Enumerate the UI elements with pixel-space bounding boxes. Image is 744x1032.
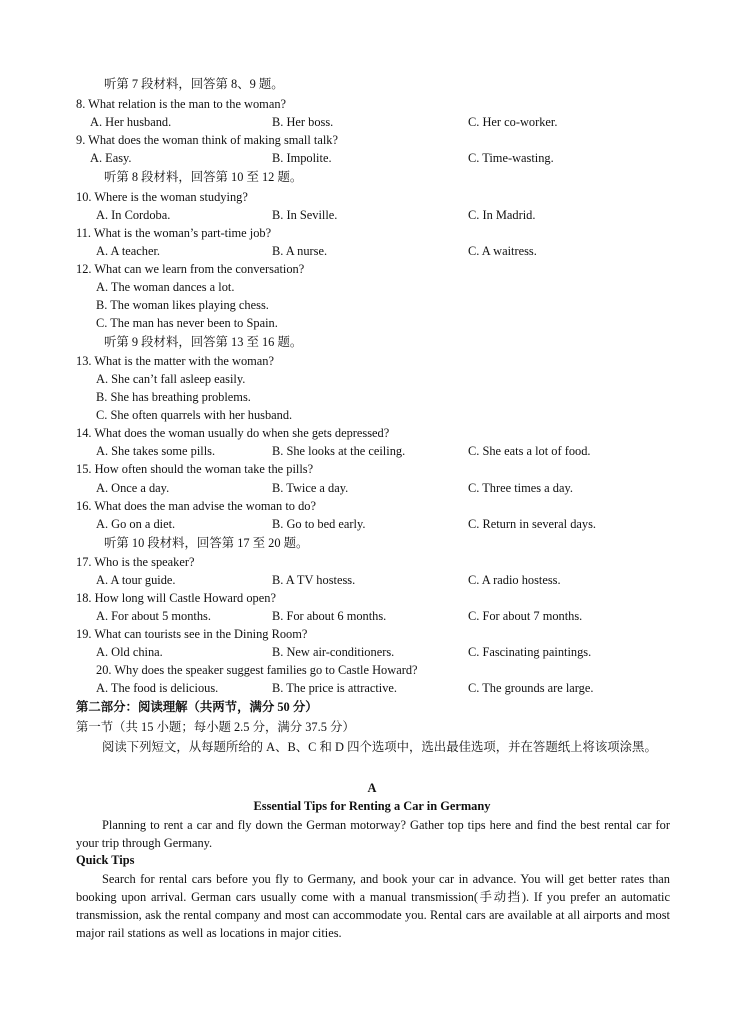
question-13-option-b: B. She has breathing problems. xyxy=(96,390,251,404)
question-19-option-a: A. Old china. xyxy=(96,645,163,659)
question-16-option-c: C. Return in several days. xyxy=(468,517,597,531)
question-17: 17. Who is the speaker? xyxy=(76,555,195,569)
question-8-option-c: C. Her co-worker. xyxy=(468,115,558,129)
question-17-option-b: B. A TV hostess. xyxy=(272,573,356,587)
passage-body: Search for rental cars before you fly to Germany, and book your car in advance. You will get better rates than booking upon arrival. German cars usually come with a manual transmission(手动挡). If you prefer an automatic transmission, ask the rental company and most can accommodate you. Rental cars are available at all airports and most major rail stations as well as locations in major cities. xyxy=(76,872,670,940)
question-20-option-c: C. The grounds are large. xyxy=(468,681,594,695)
question-15-option-b: B. Twice a day. xyxy=(272,481,349,495)
question-10-option-a: A. In Cordoba. xyxy=(96,208,171,222)
question-10-option-c: C. In Madrid. xyxy=(468,208,536,222)
question-11: 11. What is the woman’s part-time job? xyxy=(76,226,272,240)
question-14: 14. What does the woman usually do when she gets depressed? xyxy=(76,426,390,440)
question-18: 18. How long will Castle Howard open? xyxy=(76,591,276,605)
question-18-option-a: A. For about 5 months. xyxy=(96,609,211,623)
reading-part-title: 第二部分：阅读理解（共两节，满分 50 分） xyxy=(76,700,318,714)
question-13-option-a: A. She can’t fall asleep easily. xyxy=(96,372,246,386)
question-15: 15. How often should the woman take the pills? xyxy=(76,462,314,476)
question-9-option-c: C. Time-wasting. xyxy=(468,151,554,165)
question-8: 8. What relation is the man to the woman? xyxy=(76,97,287,111)
question-14-option-a: A. She takes some pills. xyxy=(96,444,216,458)
question-14-option-c: C. She eats a lot of food. xyxy=(468,444,591,458)
question-12-option-b: B. The woman likes playing chess. xyxy=(96,298,269,312)
question-10: 10. Where is the woman studying? xyxy=(76,190,248,204)
question-11-option-a: A. A teacher. xyxy=(96,244,160,258)
question-13: 13. What is the matter with the woman? xyxy=(76,354,274,368)
listening-section-7-heading: 听第 7 段材料，回答第 8、9 题。 xyxy=(104,77,284,91)
question-17-option-a: A. A tour guide. xyxy=(96,573,176,587)
passage-letter: A xyxy=(367,781,377,795)
question-17-option-c: C. A radio hostess. xyxy=(468,573,561,587)
question-18-option-c: C. For about 7 months. xyxy=(468,609,583,623)
question-14-option-b: B. She looks at the ceiling. xyxy=(272,444,406,458)
question-15-option-c: C. Three times a day. xyxy=(468,481,573,495)
question-15-option-a: A. Once a day. xyxy=(96,481,170,495)
question-19: 19. What can tourists see in the Dining Room? xyxy=(76,627,308,641)
question-19-option-b: B. New air-conditioners. xyxy=(272,645,395,659)
question-13-option-c: C. She often quarrels with her husband. xyxy=(96,408,293,422)
question-19-option-c: C. Fascinating paintings. xyxy=(468,645,592,659)
passage-intro: Planning to rent a car and fly down the German motorway? Gather top tips here and find the best rental car for your trip through Germany. xyxy=(76,818,670,850)
question-16-option-a: A. Go on a diet. xyxy=(96,517,176,531)
question-18-option-b: B. For about 6 months. xyxy=(272,609,387,623)
question-20: 20. Why does the speaker suggest families go to Castle Howard? xyxy=(96,663,418,677)
question-11-option-c: C. A waitress. xyxy=(468,244,537,258)
question-12-option-a: A. The woman dances a lot. xyxy=(96,280,235,294)
reading-instruction: 阅读下列短文，从每题所给的 A、B、C 和 D 四个选项中，选出最佳选项，并在答题纸上将该项涂黑。 xyxy=(102,740,657,754)
listening-section-9-heading: 听第 9 段材料，回答第 13 至 16 题。 xyxy=(104,335,303,349)
question-9: 9. What does the woman think of making small talk? xyxy=(76,133,338,147)
question-12: 12. What can we learn from the conversation? xyxy=(76,262,305,276)
question-12-option-c: C. The man has never been to Spain. xyxy=(96,316,278,330)
listening-section-8-heading: 听第 8 段材料，回答第 10 至 12 题。 xyxy=(104,170,303,184)
question-16-option-b: B. Go to bed early. xyxy=(272,517,366,531)
reading-section-title: 第一节（共 15 小题；每小题 2.5 分，满分 37.5 分） xyxy=(76,720,355,734)
question-9-option-a: A. Easy. xyxy=(90,151,132,165)
question-10-option-b: B. In Seville. xyxy=(272,208,338,222)
question-20-option-b: B. The price is attractive. xyxy=(272,681,398,695)
listening-section-10-heading: 听第 10 段材料，回答第 17 至 20 题。 xyxy=(104,536,309,550)
question-9-option-b: B. Impolite. xyxy=(272,151,332,165)
question-20-option-a: A. The food is delicious. xyxy=(96,681,219,695)
question-16: 16. What does the man advise the woman to do? xyxy=(76,499,316,513)
question-8-option-a: A. Her husband. xyxy=(90,115,172,129)
question-11-option-b: B. A nurse. xyxy=(272,244,328,258)
passage-subheading: Quick Tips xyxy=(76,853,135,867)
passage-title: Essential Tips for Renting a Car in Germany xyxy=(253,799,491,813)
question-8-option-b: B. Her boss. xyxy=(272,115,334,129)
